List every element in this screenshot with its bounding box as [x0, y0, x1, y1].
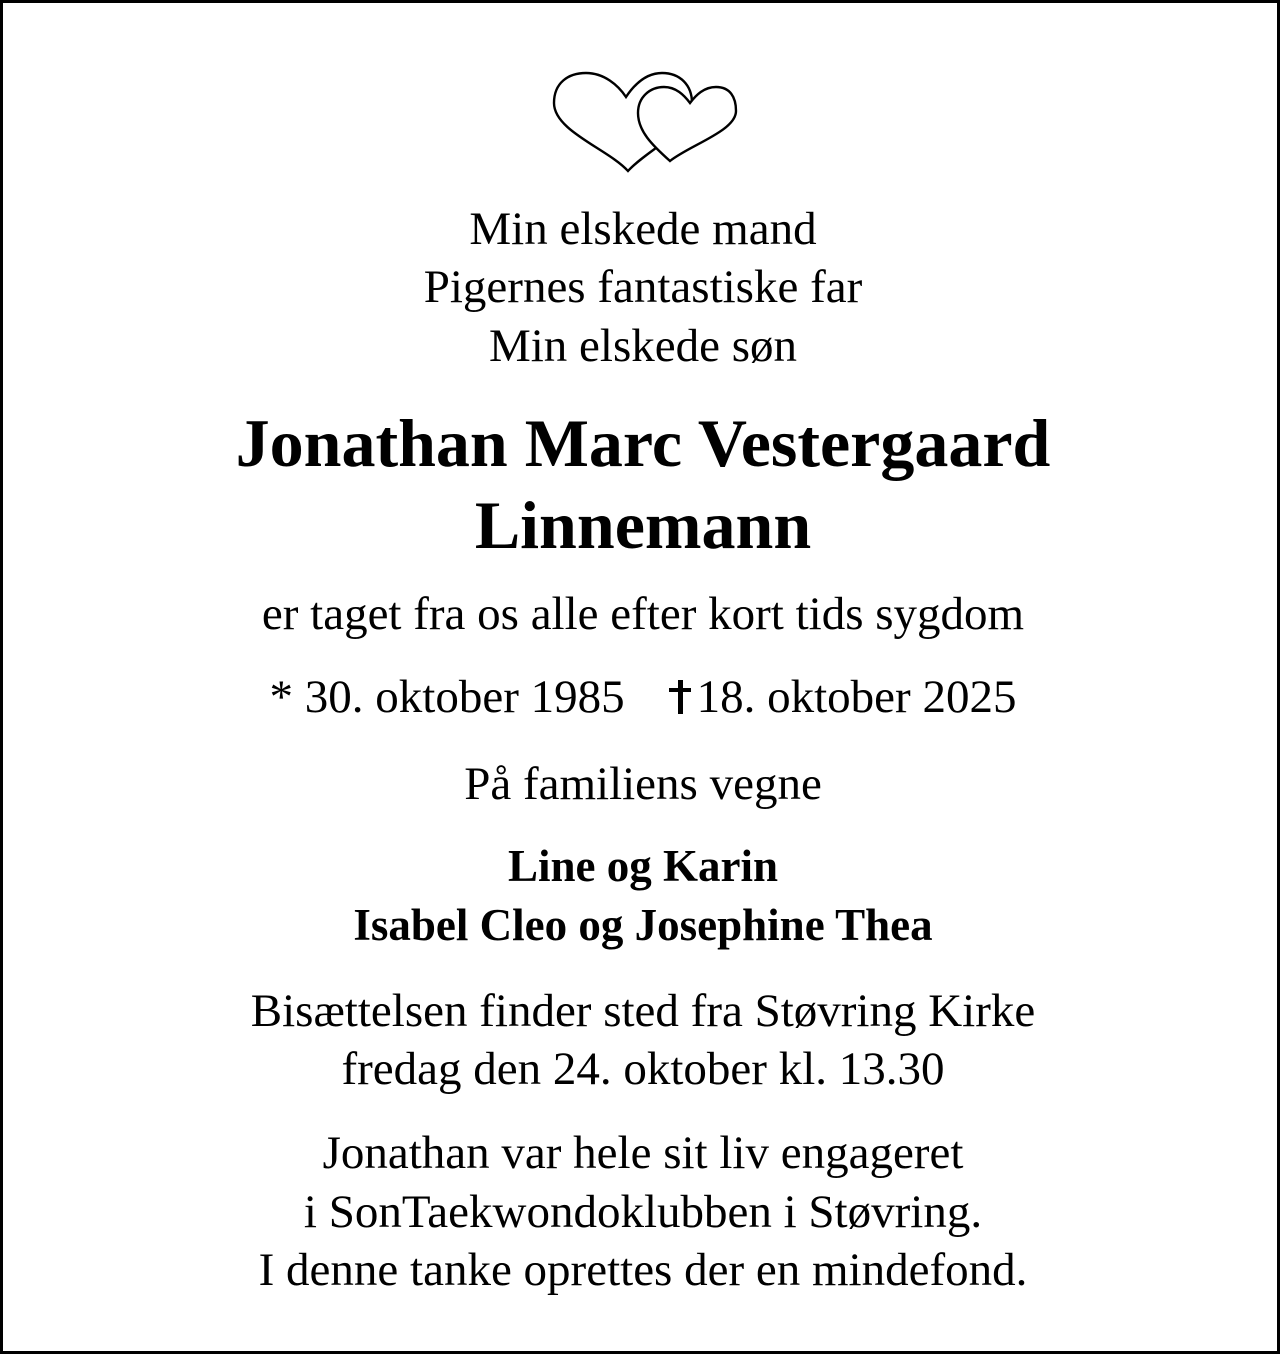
life-dates	[3, 668, 1280, 726]
two-hearts-icon	[548, 67, 740, 173]
family-line-2: Isabel Cleo og Josephine Thea	[353, 900, 933, 950]
birth-date: * 30. oktober 1985	[269, 671, 625, 723]
intro-line-father: Pigernes fantastiske far	[423, 261, 863, 313]
deceased-name-line-1: Jonathan Marc Vestergaard	[235, 405, 1051, 481]
intro-line-husband: Min elskede mand	[469, 203, 817, 255]
funeral-line-place: Bisættelsen finder sted fra Støvring Kirke	[250, 985, 1036, 1037]
intro-line-son: Min elskede søn	[488, 320, 798, 372]
funeral-line-time: fredag den 24. oktober kl. 13.30	[341, 1043, 945, 1095]
memorial-line-3: I denne tanke oprettes der en mindefond.	[258, 1244, 1028, 1296]
death-date: 18. oktober 2025	[696, 671, 1017, 723]
deceased-name-line-2: Linnemann	[474, 487, 812, 563]
on-behalf-text: På familiens vegne	[464, 758, 822, 810]
memorial-line-1: Jonathan var hele sit liv engageret	[322, 1127, 964, 1179]
family-line-1: Line og Karin	[507, 841, 779, 891]
cross-icon	[669, 680, 691, 714]
memorial-line-2: i SonTaekwondoklubben i Støvring.	[303, 1186, 983, 1238]
passing-text: er taget fra os alle efter kort tids sygdom	[261, 588, 1025, 640]
